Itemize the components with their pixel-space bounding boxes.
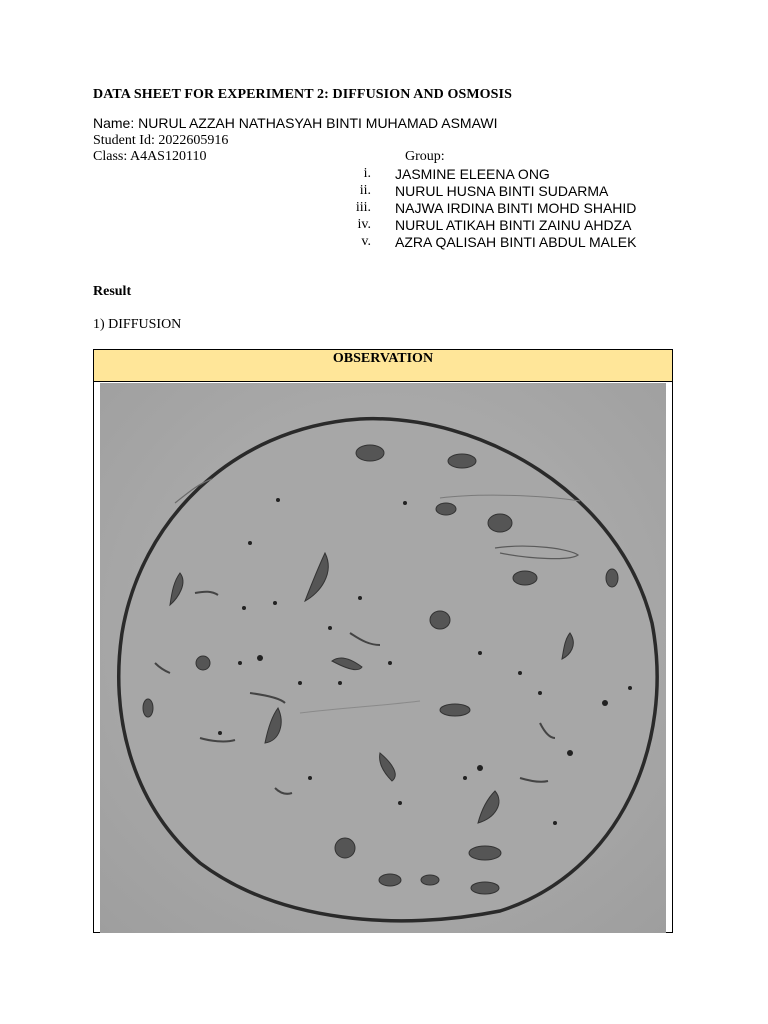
student-name: Name: NURUL AZZAH NATHASYAH BINTI MUHAMAD ASMAWI xyxy=(93,115,498,131)
member-name: NAJWA IRDINA BINTI MOHD SHAHID xyxy=(395,200,637,216)
student-id: Student Id: 2022605916 xyxy=(93,133,229,148)
diffusion-drawing-image xyxy=(100,383,666,933)
section-heading: 1) DIFFUSION xyxy=(93,317,182,332)
member-number: i. xyxy=(363,166,371,181)
group-member xyxy=(340,234,740,251)
result-heading: Result xyxy=(93,284,132,299)
observation-table xyxy=(93,349,673,933)
member-name: AZRA QALISAH BINTI ABDUL MALEK xyxy=(395,234,637,250)
observation-header: OBSERVATION xyxy=(94,350,672,382)
member-number: v. xyxy=(361,234,371,249)
member-number: iii. xyxy=(355,200,371,215)
member-number: ii. xyxy=(359,183,371,198)
group-member xyxy=(340,200,740,217)
member-name: JASMINE ELEENA ONG xyxy=(395,166,550,182)
member-number: iv. xyxy=(357,217,371,232)
member-name: NURUL HUSNA BINTI SUDARMA xyxy=(395,183,609,199)
member-name: NURUL ATIKAH BINTI ZAINU AHDZA xyxy=(395,217,632,233)
document-title: DATA SHEET FOR EXPERIMENT 2: DIFFUSION AND OSMOSIS xyxy=(93,87,512,102)
class-code: Class: A4AS120110 xyxy=(93,149,207,164)
group-member xyxy=(340,183,740,200)
group-label: Group: xyxy=(405,149,445,164)
group-member xyxy=(340,166,740,183)
group-member xyxy=(340,217,740,234)
